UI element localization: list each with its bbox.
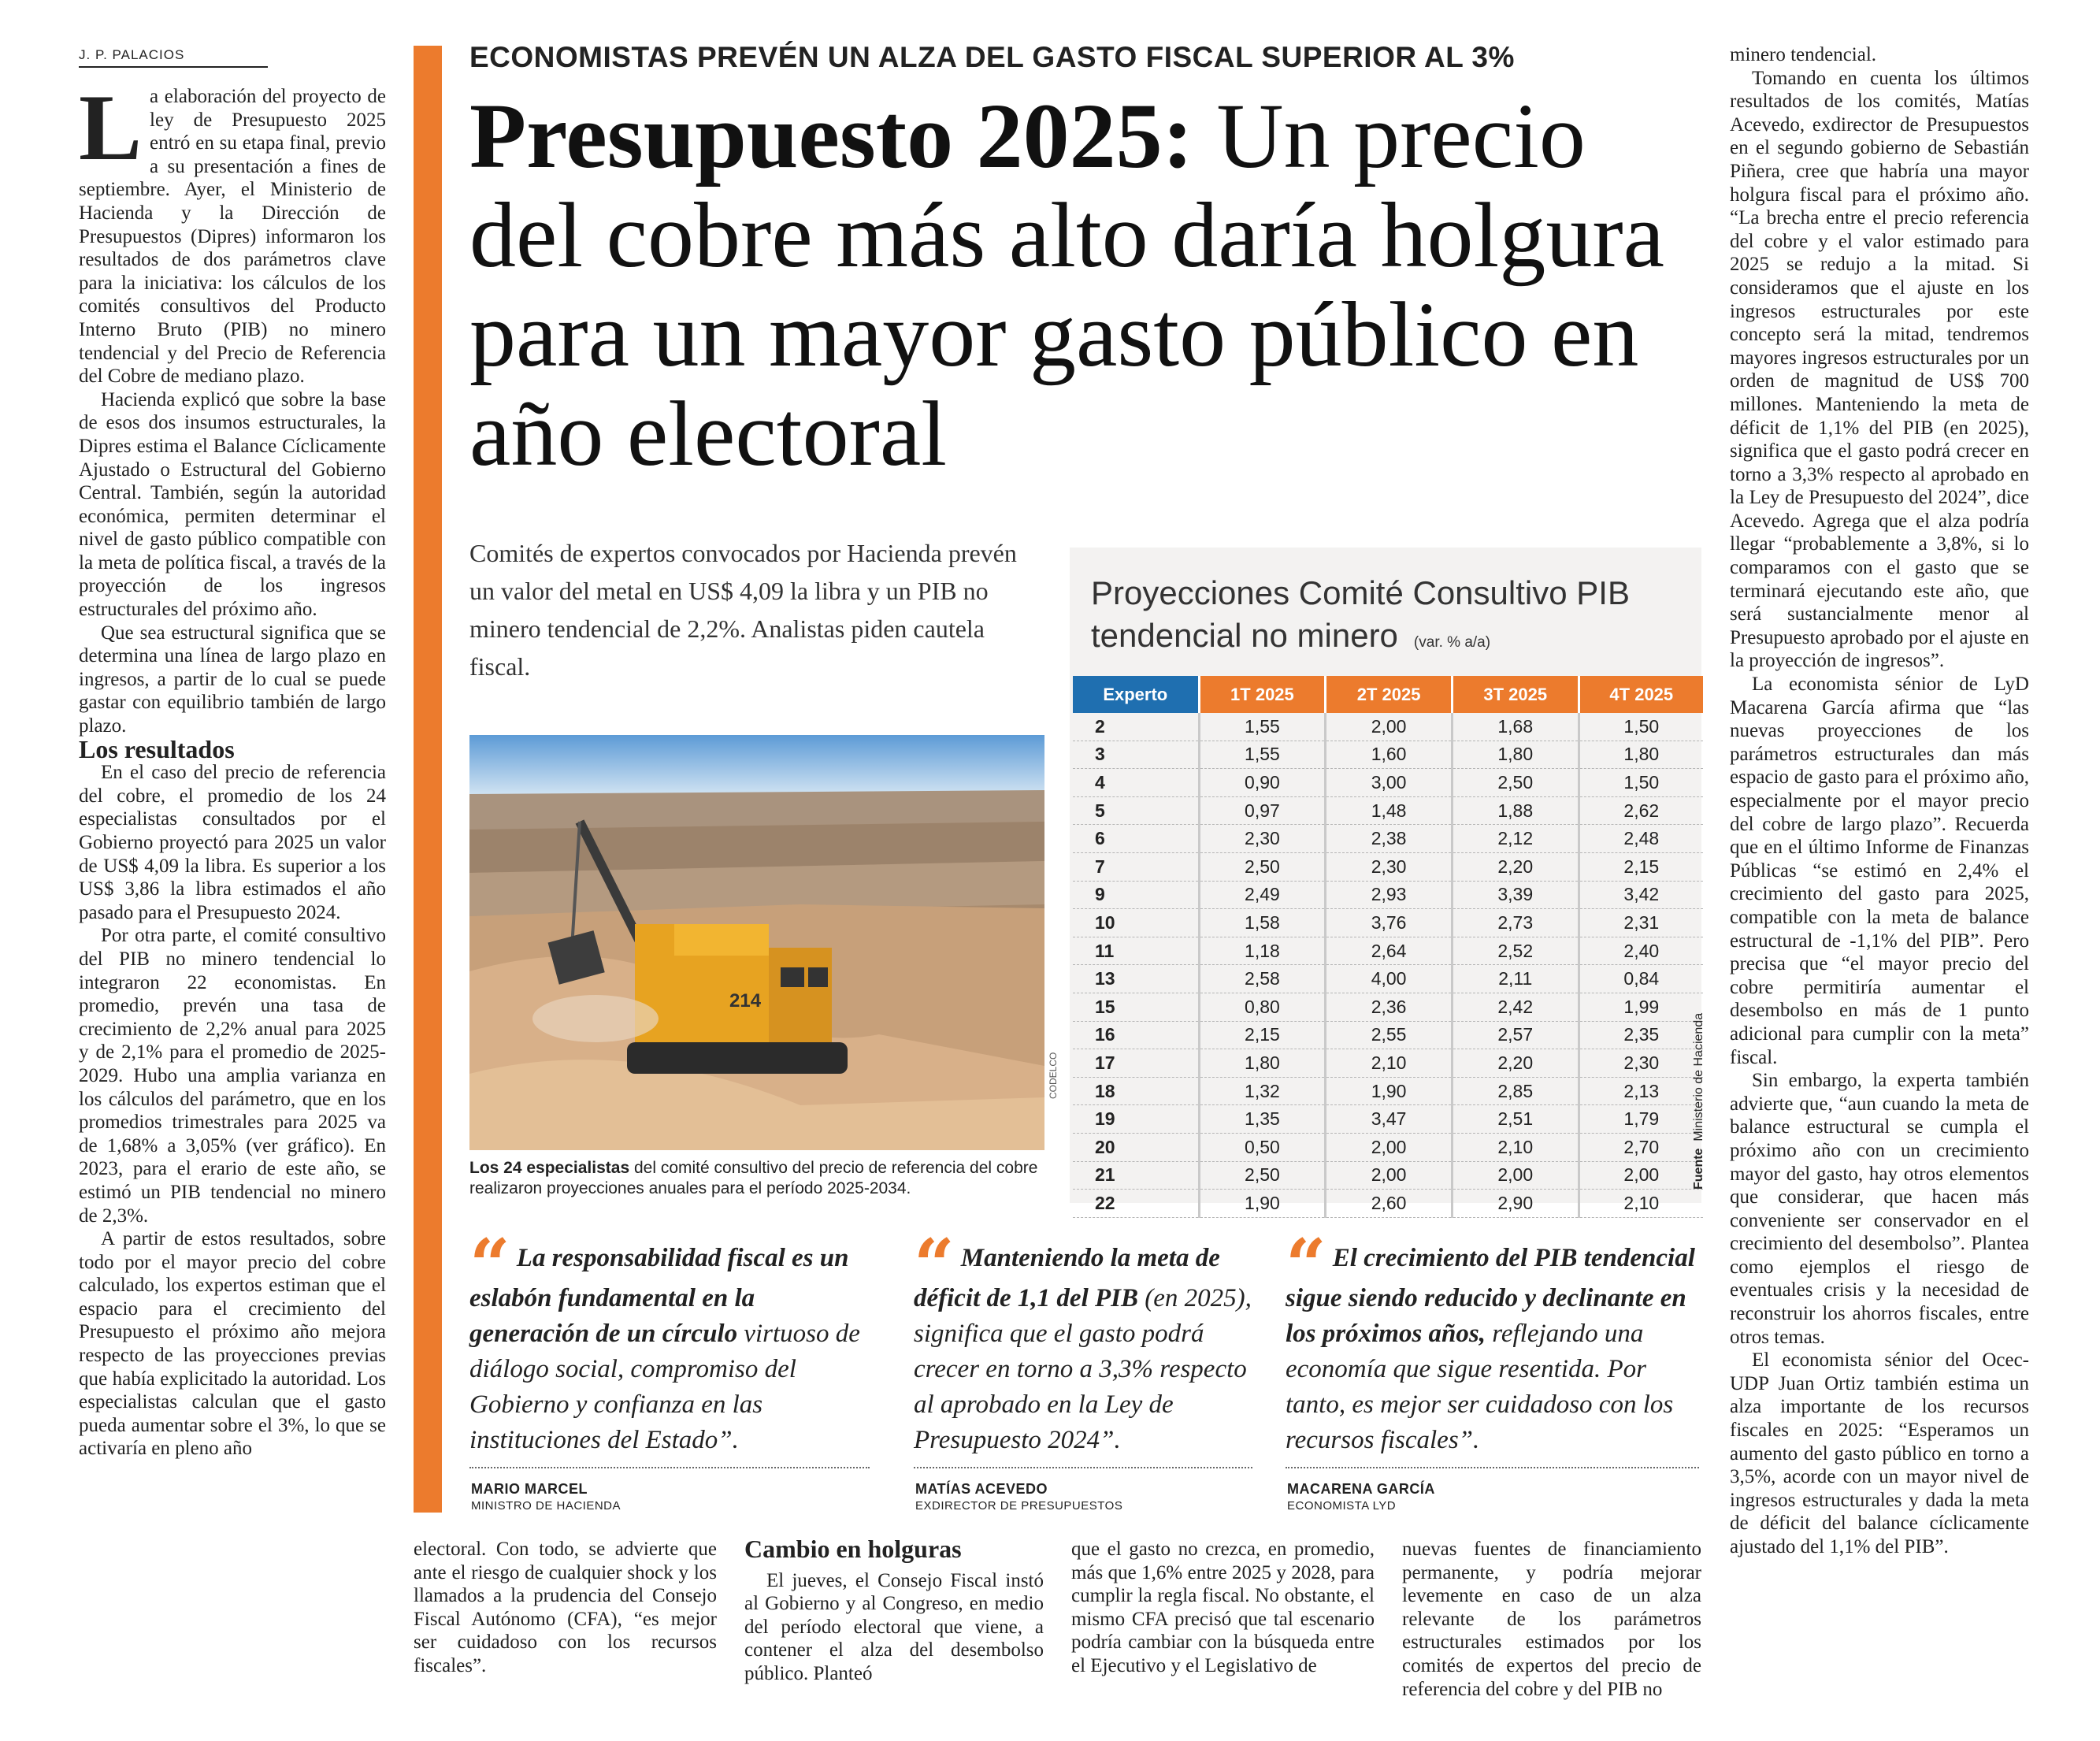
expert-cell: 10 — [1073, 909, 1199, 937]
table-row — [1073, 1190, 1703, 1218]
value-cell: 1,80 — [1199, 1049, 1326, 1078]
expert-cell: 19 — [1073, 1105, 1199, 1134]
paragraph: que el gasto no crezca, en promedio, más que 1,6% entre 2025 y 2028, para cumplir la regla fiscal. No obstante, el mismo CFA precisó que tal escenario podría cambiar con la búsqueda entre el Ejecutivo y el Legislativo de — [1071, 1539, 1375, 1676]
column-header-quarter: 1T 2025 — [1199, 676, 1326, 713]
value-cell: 2,30 — [1326, 852, 1453, 881]
photo-credit: CODELCO — [1048, 1052, 1059, 1099]
source-text: Ministerio de Hacienda — [1692, 1012, 1705, 1141]
value-cell: 1,90 — [1199, 1190, 1326, 1218]
quote-mark-icon: “ — [914, 1223, 955, 1307]
value-cell: 2,10 — [1326, 1049, 1453, 1078]
value-cell: 3,42 — [1579, 881, 1703, 909]
value-cell: 3,00 — [1326, 769, 1453, 797]
value-cell: 1,32 — [1199, 1077, 1326, 1105]
value-cell: 2,13 — [1579, 1077, 1703, 1105]
table-row — [1073, 1049, 1703, 1078]
value-cell: 2,51 — [1452, 1105, 1579, 1134]
quote-divider — [914, 1467, 1252, 1468]
paragraph: Por otra parte, el comité consultivo del PIB no minero tendencial lo integraron 22 economistas. En promedio, prevén una tasa de crecimiento de 2,2% anual para 2025 y de 2,1% para el promedio de 2025-2029. Hubo una amplia varianza en los cálculos del parámetro, que en los promedios trimestrales para 2025 va de 1,68% a 3,05% (ver gráfico). En 2023, para el erario de este año, se estimó un PIB tendencial no minero de 2,3%. — [79, 925, 386, 1227]
table-unit: (var. % a/a) — [1413, 634, 1491, 651]
value-cell: 2,36 — [1326, 993, 1453, 1021]
value-cell: 2,00 — [1326, 713, 1453, 741]
value-cell: 2,15 — [1579, 852, 1703, 881]
expert-cell: 16 — [1073, 1021, 1199, 1049]
kicker: ECONOMISTAS PREVÉN UN ALZA DEL GASTO FISCAL SUPERIOR AL 3% — [469, 41, 1515, 73]
expert-cell: 21 — [1073, 1161, 1199, 1190]
table-row — [1073, 713, 1703, 741]
article-column-right — [1730, 43, 2029, 1717]
expert-cell: 15 — [1073, 993, 1199, 1021]
value-cell: 1,58 — [1199, 909, 1326, 937]
headline-bold: Presupuesto 2025: — [469, 84, 1193, 187]
subheading: Los resultados — [79, 734, 235, 763]
value-cell: 2,50 — [1199, 1161, 1326, 1190]
value-cell: 2,50 — [1199, 852, 1326, 881]
value-cell: 1,88 — [1452, 796, 1579, 825]
quote-text: virtuoso de diálogo social, compromiso del Gobierno y confianza en las instituciones del Estado”. — [469, 1320, 860, 1454]
paragraph: Sin embargo, la experta también advierte que, “aun cuando la meta de balance estructural se cumpla el próximo año con un crecimiento mayor del gasto, hay otros elementos que considerar, que hacen más conveniente ser conservador en el crecimiento del desembolso”. Plantea como ejemplos el riesgo de eventuales crisis y la necesidad de reconstruir los ahorros fiscales, entre otros temas. — [1730, 1070, 2029, 1348]
value-cell: 2,00 — [1326, 1133, 1453, 1161]
expert-cell: 2 — [1073, 713, 1199, 741]
expert-cell: 5 — [1073, 796, 1199, 825]
value-cell: 3,76 — [1326, 909, 1453, 937]
value-cell: 2,73 — [1452, 909, 1579, 937]
table-row — [1073, 881, 1703, 909]
article-column-2 — [414, 1538, 717, 1715]
paragraph: Tomando en cuenta los últimos resultados de los comités, Matías Acevedo, exdirector de Presupuestos en el segundo gobierno de Sebastián Piñera, cree que habría una mayor holgura fiscal para el próximo año. “La brecha entre el precio referencia del cobre y el valor estimado para 2025 se redujo a la mitad. Si consideramos que el ajuste en los ingresos estructurales por este concepto será la mitad, tendremos mayores ingresos estructurales por un orden de magnitud de US$ 700 millones. Manteniendo la meta de déficit de 1,1% del PIB (en 2025), significa que el gasto podrá crecer en torno a 3,3% respecto al aprobado en la Ley de Presupuesto del 2024”, dice Acevedo. Agrega que el alza podría llegar “probablemente a 3,8%, si lo comparamos con el gasto que se terminará ejecutando este año, que será sustancialmente menor al Presupuesto aprobado por el ajuste en la proyección de ingresos”. — [1730, 67, 2029, 672]
value-cell: 2,10 — [1452, 1133, 1579, 1161]
value-cell: 2,70 — [1579, 1133, 1703, 1161]
value-cell: 2,40 — [1579, 937, 1703, 965]
drop-cap: L — [79, 85, 143, 180]
value-cell: 2,20 — [1452, 852, 1579, 881]
table-row — [1073, 937, 1703, 965]
byline: J. P. PALACIOS — [79, 47, 268, 68]
source-label: Fuente — [1692, 1148, 1705, 1190]
column-header-quarter: 2T 2025 — [1326, 676, 1453, 713]
value-cell: 1,35 — [1199, 1105, 1326, 1134]
value-cell: 1,68 — [1452, 713, 1579, 741]
quote-mark-icon: “ — [1286, 1223, 1326, 1307]
headline-rest: Un precio del cobre más alto daría holgura para un mayor gasto público en año electoral — [469, 84, 1665, 485]
quote-bold: La responsabilidad fiscal es un eslabón fundamental en la generación de un círculo — [469, 1244, 849, 1348]
value-cell: 2,20 — [1452, 1049, 1579, 1078]
quote-author-role: EXDIRECTOR DE PRESUPUESTOS — [915, 1499, 1123, 1513]
value-cell: 2,30 — [1199, 825, 1326, 853]
value-cell: 1,90 — [1326, 1077, 1453, 1105]
value-cell: 1,80 — [1452, 741, 1579, 769]
value-cell: 2,58 — [1199, 965, 1326, 993]
table-row — [1073, 993, 1703, 1021]
quote-author: MACARENA GARCÍA — [1287, 1481, 1435, 1497]
mining-photo — [469, 735, 1044, 1150]
value-cell: 2,15 — [1199, 1021, 1326, 1049]
quote-author: MARIO MARCEL — [471, 1481, 588, 1497]
value-cell: 2,10 — [1579, 1190, 1703, 1218]
table-row — [1073, 1105, 1703, 1134]
value-cell: 2,11 — [1452, 965, 1579, 993]
expert-cell: 13 — [1073, 965, 1199, 993]
value-cell: 1,50 — [1579, 713, 1703, 741]
value-cell: 2,85 — [1452, 1077, 1579, 1105]
table-row — [1073, 741, 1703, 769]
value-cell: 1,48 — [1326, 796, 1453, 825]
truck-number: 214 — [729, 990, 762, 1012]
value-cell: 2,00 — [1452, 1161, 1579, 1190]
table-row — [1073, 1133, 1703, 1161]
quote-author-role: MINISTRO DE HACIENDA — [471, 1499, 621, 1513]
quote-bold: Manteniendo la meta de déficit de 1,1 del PIB — [914, 1244, 1220, 1312]
value-cell: 1,18 — [1199, 937, 1326, 965]
value-cell: 2,50 — [1452, 769, 1579, 797]
expert-cell: 20 — [1073, 1133, 1199, 1161]
table-row — [1073, 909, 1703, 937]
value-cell: 2,12 — [1452, 825, 1579, 853]
photo-caption — [469, 1158, 1052, 1199]
value-cell: 2,64 — [1326, 937, 1453, 965]
value-cell: 1,80 — [1579, 741, 1703, 769]
quote-divider — [1286, 1467, 1699, 1468]
quote-3 — [1286, 1223, 1695, 1458]
quote-bold: El crecimiento del PIB tendencial sigue siendo reducido y declinante en los próximos años, — [1286, 1244, 1695, 1348]
quote-2 — [914, 1223, 1260, 1458]
paragraph: A partir de estos resultados, sobre todo por el mayor precio del cobre calculado, los expertos estiman que el espacio para el crecimiento del Presupuesto el próximo año mejora respecto de las proyecciones previas que había explicitado la autoridad. Los especialistas calculan que el gasto pueda aumentar sobre el 3%, lo que se activaría en pleno año — [79, 1228, 386, 1460]
value-cell: 2,30 — [1579, 1049, 1703, 1078]
article-column-5 — [1402, 1538, 1701, 1715]
quote-author: MATÍAS ACEVEDO — [915, 1481, 1048, 1497]
expert-cell: 4 — [1073, 769, 1199, 797]
value-cell: 2,55 — [1326, 1021, 1453, 1049]
value-cell: 1,99 — [1579, 993, 1703, 1021]
column-header-expert: Experto — [1073, 676, 1199, 713]
value-cell: 0,90 — [1199, 769, 1326, 797]
paragraph: El economista sénior del Ocec-UDP Juan Ortiz también estima un alza importante de los recursos fiscales en 2025: “Esperamos un aumento del gasto público en torno a 3,5%, acorde con un mayor nivel de ingresos estructurales y dada la meta de déficit del balance cíclicamente ajustado del 1,1% del PIB”. — [1730, 1349, 2029, 1557]
column-header-quarter: 3T 2025 — [1452, 676, 1579, 713]
expert-cell: 18 — [1073, 1077, 1199, 1105]
value-cell: 1,55 — [1199, 713, 1326, 741]
value-cell: 2,35 — [1579, 1021, 1703, 1049]
caption-bold: Los 24 especialistas — [469, 1159, 630, 1177]
article-column-3 — [744, 1538, 1044, 1715]
paragraph: Que sea estructural significa que se determina una línea de largo plazo en ingresos, a partir de lo cual se puede gastar con equilibrio también de largo plazo. — [79, 622, 386, 737]
value-cell: 2,38 — [1326, 825, 1453, 853]
quote-author-role: ECONOMISTA LYD — [1287, 1499, 1397, 1513]
table-row — [1073, 852, 1703, 881]
paragraph: En el caso del precio de referencia del cobre, el promedio de los 24 especialistas consultados por el Gobierno proyectó para 2025 un valor de US$ 4,09 la libra. Es superior a los US$ 3,86 la libra estimados el año pasado para el Presupuesto 2024. — [79, 762, 386, 923]
value-cell: 2,90 — [1452, 1190, 1579, 1218]
table-row — [1073, 1161, 1703, 1190]
value-cell: 2,49 — [1199, 881, 1326, 909]
value-cell: 3,47 — [1326, 1105, 1453, 1134]
value-cell: 1,60 — [1326, 741, 1453, 769]
paragraph: electoral. Con todo, se advierte que ante el riesgo de cualquier shock y los llamados a la prudencia del Consejo Fiscal Autónomo (CFA), “es mejor ser cuidadoso con los recursos fiscales”. — [414, 1539, 717, 1676]
value-cell: 2,60 — [1326, 1190, 1453, 1218]
expert-cell: 9 — [1073, 881, 1199, 909]
paragraph: El jueves, el Consejo Fiscal instó al Gobierno y al Congreso, en medio del período electoral que viene, a contener el alza del desembolso público. Planteó — [744, 1569, 1044, 1684]
quote-divider — [469, 1467, 870, 1468]
value-cell: 1,55 — [1199, 741, 1326, 769]
value-cell: 2,48 — [1579, 825, 1703, 853]
value-cell: 2,42 — [1452, 993, 1579, 1021]
mining-shovel-illustration — [469, 735, 1044, 1150]
value-cell: 2,57 — [1452, 1021, 1579, 1049]
expert-cell: 17 — [1073, 1049, 1199, 1078]
quote-text: reflejando una economía que sigue resentida. Por tanto, es mejor ser cuidadoso con los recursos fiscales”. — [1286, 1320, 1674, 1454]
value-cell: 0,80 — [1199, 993, 1326, 1021]
paragraph: nuevas fuentes de financiamiento permanente, y podría mejorar levemente en caso de un alza relevante de los parámetros estructurales estimados por los comités de expertos del precio de referencia del cobre y del PIB no — [1402, 1539, 1701, 1700]
table-row — [1073, 769, 1703, 797]
table-title-line2: tendencial no minero (var. % a/a) — [1091, 617, 1491, 654]
value-cell: 0,50 — [1199, 1133, 1326, 1161]
caption-text: del comité consultivo del precio de referencia del cobre realizaron proyecciones anuales para el período 2025-2034. — [469, 1159, 1038, 1197]
deck: Comités de expertos convocados por Hacienda prevén un valor del metal en US$ 4,09 la libra y un PIB no minero tendencial de 2,2%. Analistas piden cautela fiscal. — [469, 539, 1017, 681]
table-title-line1: Proyecciones Comité Consultivo PIB — [1091, 574, 1630, 611]
projections-table — [1073, 676, 1703, 1218]
quote-1 — [469, 1223, 879, 1458]
paragraph: Hacienda explicó que sobre la base de esos dos insumos estructurales, la Dipres estima el Balance Cíclicamente Ajustado o Estructural del Gobierno Central. También, según la autoridad económica, permiten determinar el nivel de gasto público compatible con la meta de política fiscal, a través de la proyección de los ingresos estructurales del próximo año. — [79, 388, 386, 621]
value-cell: 2,00 — [1579, 1161, 1703, 1190]
headline — [469, 84, 1722, 485]
expert-cell: 7 — [1073, 852, 1199, 881]
paragraph: La economista sénior de LyD Macarena García afirma que “las nuevas proyecciones de los parámetros estructurales dan más espacio de gasto para el próximo año, especialmente por el mayor precio del cobre de largo plazo”. Recuerda que en el último Informe de Finanzas Públicas “se estimó en 2,4% el crecimiento del gasto para 2025, compatible con la meta de balance estructural de -1,1% del PIB”. Pero precisa que “el mayor precio del cobre permitiría aumentar el desembolso en más de 1 punto adicional para cumplir con la meta” fiscal. — [1730, 674, 2029, 1068]
paragraph: minero tendencial. — [1730, 44, 1877, 65]
accent-bar — [414, 46, 442, 1513]
value-cell: 2,93 — [1326, 881, 1453, 909]
expert-cell: 6 — [1073, 825, 1199, 853]
value-cell: 3,39 — [1452, 881, 1579, 909]
subheading: Cambio en holguras — [744, 1538, 962, 1563]
expert-cell: 22 — [1073, 1190, 1199, 1218]
value-cell: 0,84 — [1579, 965, 1703, 993]
table-row — [1073, 965, 1703, 993]
table-row — [1073, 1077, 1703, 1105]
value-cell: 2,52 — [1452, 937, 1579, 965]
paragraph: La elaboración del proyecto de ley de Presupuesto 2025 entró en su etapa final, previo a su presentación a fines de septiembre. Ayer, el Ministerio de Hacienda y la Dirección de Presupuestos (Dipres) informaron los resultados de dos parámetros clave para la iniciativa: los cálculos de los comités consultivos del Producto Interno Bruto (PIB) no minero tendencial y del Precio de Referencia del Cobre de mediano plazo. — [79, 85, 386, 388]
table-row — [1073, 796, 1703, 825]
value-cell: 4,00 — [1326, 965, 1453, 993]
article-column-1 — [79, 85, 386, 1716]
value-cell: 0,97 — [1199, 796, 1326, 825]
table-row — [1073, 1021, 1703, 1049]
expert-cell: 3 — [1073, 741, 1199, 769]
table-header-row — [1073, 676, 1703, 713]
table-title — [1091, 572, 1690, 664]
value-cell: 1,50 — [1579, 769, 1703, 797]
expert-cell: 11 — [1073, 937, 1199, 965]
quote-mark-icon: “ — [469, 1223, 510, 1307]
value-cell: 2,31 — [1579, 909, 1703, 937]
value-cell: 1,79 — [1579, 1105, 1703, 1134]
article-column-4 — [1071, 1538, 1375, 1715]
table-source — [1692, 1013, 1706, 1190]
table-row — [1073, 825, 1703, 853]
value-cell: 2,62 — [1579, 796, 1703, 825]
value-cell: 2,00 — [1326, 1161, 1453, 1190]
quote-text: (en 2025), significa que el gasto podrá crecer en torno a 3,3% respecto al aprobado en la Ley de Presupuesto 2024”. — [914, 1284, 1252, 1454]
column-header-quarter: 4T 2025 — [1579, 676, 1703, 713]
